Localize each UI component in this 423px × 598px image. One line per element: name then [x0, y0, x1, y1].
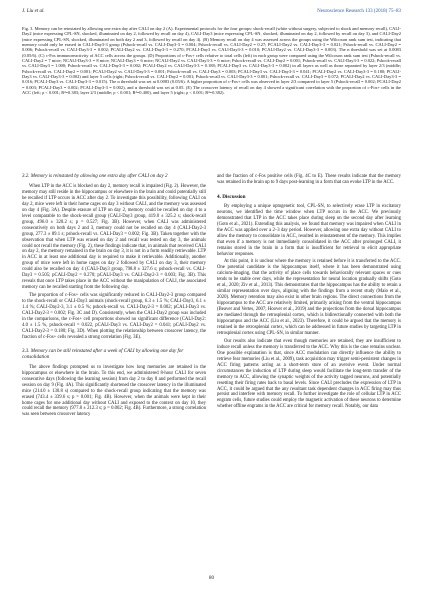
header-authors: J. Liu et al. — [22, 9, 45, 14]
running-header — [22, 8, 401, 16]
journal-link[interactable]: Neuroscience Research 133 (2018) 75–83 — [317, 9, 401, 14]
header-journal — [317, 8, 401, 15]
paragraph: The above findings prompted us to investigate how long memories are retained in the hippocampus or elsewhere in the brain. To this end, we administered 8-hour CALI for seven consecutive days (following the learning session) from day 2 to day 8 and performed the recall session on day 9 (Fig. 4A). This significantly shortened the crossover latency in the illuminated mice (214.0 ± 130.8 s) compared to the shock-recall group indicating that the memory was erased (743.4 ± 339.6 s; p = 0.001; Fig. 4B). However, when the animals were kept in their home cages for one additional day without CALI and exposed to the context on day 10, they could recall the memory (977.8 ± 212.3 s; p = 0.002; Fig. 4B). Furthermore, a strong correlation was seen between crossover latency — [22, 364, 206, 418]
paragraph: The proportion of c-Fos+ cells was significantly reduced in CALI-Day2-3 group compared to the shock-recall or CALI-Day3 animals (shock-recall group, 6.3 ± 1.5 %; CALI-Day3, 6.1 ± 1.4 %; CALI-Day2-3, 3.1 ± 0.5 %; pshock-recall vs. CALI-Day2-3 = 0.002; pCALI-Day3 vs. CALI-Day2-3 = 0.002; Fig. 3C and D). Consistently, when the CALI-Day2 group was included in the comparisons, the c-Fos+ cell proportions showed no significant difference (CALI-Day2: 4.0 ± 1.5 %, pshock-recall = 0.022, pCALI-Day3 vs. CALI-Day2 = 0.041; pCALI-Day2 vs. CALI-Day2-3 = 0.180; Fig. 3D). When plotting the relationship between crossover latency, the fraction of c-Fos+ cells revealed a strong correlation (Fig. 3E). — [22, 293, 206, 340]
right-column — [217, 174, 401, 412]
section-3-3-heading: 3.3. Memory can be still reinstated after a week of CALI by allowing one day for consolidation — [22, 348, 184, 360]
paragraph: and the fraction of c-Fos positive cells (Fig. 4C to E). These results indicate that the memory was retained in the brain up to 9 days post-learning in a form that can evoke LTP in the ACC. — [217, 174, 401, 185]
paragraph: When LTP in the ACC is blocked on day 2, memory recall is impaired (Fig. 2). However, the memory may still reside in the hippocampus or elsewhere in the brain and could potentially still be recalled if LTP occurs in ACC after day 2. To investigate this possibility, following CALI on day 2, mice were left in their home cages on day 3 without CALI, and the memory was assessed on day 4 (Fig. 3A). Despite erasure of LTP on day 2, memory could be recalled on day 4 to a level comparable to the shock-recall group (CALI-Day3 group, 419.0 ± 325.2 s; shock-recall group, 496.0 ± 320.2 s; p = 0.527; Fig. 3B). However, when CALI was administered consecutively on both days 2 and 3, memory could not be recalled on day 4 (CALI-Day2-3 group, 277.3 ± 89.1 s; pshock-recall vs. CALI-Day3 = 0.002; Fig. 3B). Taken together with the observation that when LTP was erased on day 2 and recall was tested on day 3, the animals could not recall the memory (Fig. 2), these findings indicate that, in animals that received CALI on day 2, the memory remained in the brain on day 3, it is not in a form readily retrievable. LTP in ACC in at least one additional day is required to make it retrievable. Additionally, another group of mice were left in home cages on day 2 followed by CALI on day 3, their memory could also be recalled on day 4 (CALI-Day3 group, 798.8 ± 327.6 s; pshock-recall vs. CALI-Day3 = 0.505; pCALI-Day2 = 0.270; pCALI-Day3 vs. CALI-Day2-3 = 0.003; Fig. 3B). This reveals that once LTP takes place in the ACC without the manipulation of CALI, the associated memory can be recalled starting from the following day. — [22, 184, 206, 291]
page-number: 80 — [209, 576, 214, 581]
discussion-heading: 4. Discussion — [217, 193, 246, 200]
figure-caption: Fig. 3. Memory can be reinstated by allowing one extra day after CALI on day 2 (A). Experimental protocols for the four groups: shock-recall (white without surgery, subjected to shock and memory recall), CALI-Day2 (mice expressing CPL-SN, shocked, illuminated on day 2, followed by recall on day 4), CALI-Day3 (mice expressing CPL-SN, shocked, illuminated on day 2, followed by recall on day 3), and CALI-Day2 (mice expressing CPL-SN, shocked, illuminated on both day 2 and 3, followed by recall on day 4). (B) Memory recall on day 4 was assessed across the groups using the Wilcoxon rank sum test, indicating that memory could only be erased in CALI-Day3-3 group (Pshock-recall vs. CALI-Day3-3 = 0.004; Pshock-recall vs. CALI-Day2 = 0.27; PCALI-Day2 vs. CALI-Day3-3 = 0.021; Pshock-recall vs. CALI-Day2 = 0.006; Pshock-recall vs. CALI-Day3-3 = 0.002; PCALI-Day2 vs. CALI-Day3-3 = 0.270; PCALI-Day3 vs. CALI-Day3-3 = 0.010; PCALI-Day2 vs. CALI-Day3-3 = 0.003). The n threshold was set at 0.0083 (0.05/6). (C) c-Fos immunoreactivity of ACC cells across the groups. (D) Proportions of c-Fos+ cells relative to total cells (left) in each group were compared using the Wilcoxon rank sum test (Pshock-recall vs. CALI-Day2 = 7 mice; NCALI-Day3-3 = 8 mice; NCALI-Day3 = 6 mice; NCALI-Day2 vs. CALI-Day3-3 = 6 mice; Pshock-recall vs. CALI-Day2 = 0.001; Pshock-recall vs. CALI-Day3-3 = 0.022; Pshock-recall vs. CALI-Day3 = 1.000; Pshock-recall vs. CALI-Day3-3 = 0.002; PCALI-Day2 vs. CALI-Day3-3 = 0.188; PCALI-Day3 vs. CALI-Day3-3 = 0.002) in all layers as well as those separated by layer 2/3 (middle; Pshock-recall vs. CALI-Day2 = 0.001; PCALI-Day2 vs. CALI-Day3-3 = 0.001; Pshock-recall vs. CALI-Day3 = 0.003; PCALI-Day3 vs. CALI-Day3-3 = 0.041; PCALI-Day2 vs. CALI-Day3-3 = 0.180; PCALI-Day3 vs. CALI-Day3-3 = 0.002) and layer 5 cells (right; Pshock-recall vs. CALI-Day2 = 0.001; Pshock-recall vs. CALI-Day3-3 = 0.001; Pshock-recall vs. CALI-Day3 = 0.072; PCALI-Day2 vs. CALI-Day3-3 = 0.016; PCALI-Day3 vs. CALI-Day3-3 = 0.015). The α threshold was set at 0.0083 (0.05/6). A higher proportion of c-Fos+ cells was observed in layer 2/3 compared to layer 5 (Pshock-recall = 0.002; PCALI-Day2 = 0.003; PCALI-Day3 = 0.002; PCALI-Day3-3 = 0.002), and α threshold was set at 0.05. (E) The crossover latency of recall on day 4 showed a significant correlation with the proportion of c-Fos+ cells in the ACC (left; ρ < 0.001; R²=0.383; layer 2/3 (middle; ρ < 0.001; R²=0.400), and layer 5 (right; ρ < 0.001; R²=0.382). — [22, 26, 401, 96]
section-3-2-heading: 3.2. Memory is reinstated by allowing one extra day after CALI on day 2 — [22, 174, 168, 179]
paragraph: Our results also indicate that even though memories are retained, they are insufficient to induce recall unless the memory is transferred to the ACC. Why this is the case remains unclear. One possible explanation is that, since ACC modulation can directly influence the ability to retrieve fear memories (Liu et al., 2009), task acquisition may trigger semi-persistent changes in ACC firing patterns acting as a short-term store of an aversive event. Under normal circumstances the induction of LTP during sleep would facilitate the long-term transfer of the memory to ACC, allowing the synaptic weights of the activity tagged neurons, and potentially resetting their firing rates back to basal levels. Since CALI precludes the expression of LTP in ACC, it could be argued that the any resultant task dependent changes in ACC firing may thus persist and interfere with memory recall. To further investigate the role of cellular LTP in ACC engram cells, future studies could employ the magnetic activation of these neurons to determine whether offline engrams in the ACC are critical for memory recall. Notably, our data — [217, 338, 401, 410]
paragraph: By employing a unique optogenetic tool, CPL-SN, to selectively erase LTP in excitatory neurons, we identified the time window when LTP occurs in the ACC. We previously demonstrated that LTP in the ACC takes place during sleep on the second day after learning (Goto et al., 2021). Extending this analysis, we found that memory was impaired when CALI in the ACC was applied over a 2–3 day period. However, allowing one extra day without CALI to allow the memory to consolidate in ACC, resulted in reinstatement of the memory. This implies that even if a memory is not immediately consolidated in the ACC after prolonged CALI, it remains stored in the brain in a form that is insufficient for retrieval to elicit appropriate behavior responses. — [217, 203, 401, 257]
paragraph: At this point, it is unclear where the memory is retained before it is transferred to the ACC. One potential candidate is the hippocampus itself, where it has been demonstrated using calcium-imaging, that the activity of place cells towards behaviorally relevant spaces or cues tends to be stable over days, while the representation for neural location gradually shifts (Goto et al., 2020; Ziv et al., 2013). This demonstrates that the hippocampus has the ability to retain a similar representation over days, aligning with the findings from a recent study (Maio et al., 2020). Memory retention may also exist in other brain regions. The direct connections from the hippocampus to the ACC are relatively limited, primarily arising from the ventral hippocampus (Beaver and Vertes, 2007; Hoover et al., 2019) and the projections from the dorsal hippocampus are mediated through the retrosplenial cortex, which is bidirectionally connected with both the hippocampus and the ACC (Liu et al., 2023). Therefore, it could be argued that the memory is retained in the retrosplenial cortex, which can be addressed in future studies by targeting LTP in retrosplenial cortex using CPL-SN, in similar manner. — [217, 259, 401, 336]
left-column — [22, 174, 206, 420]
